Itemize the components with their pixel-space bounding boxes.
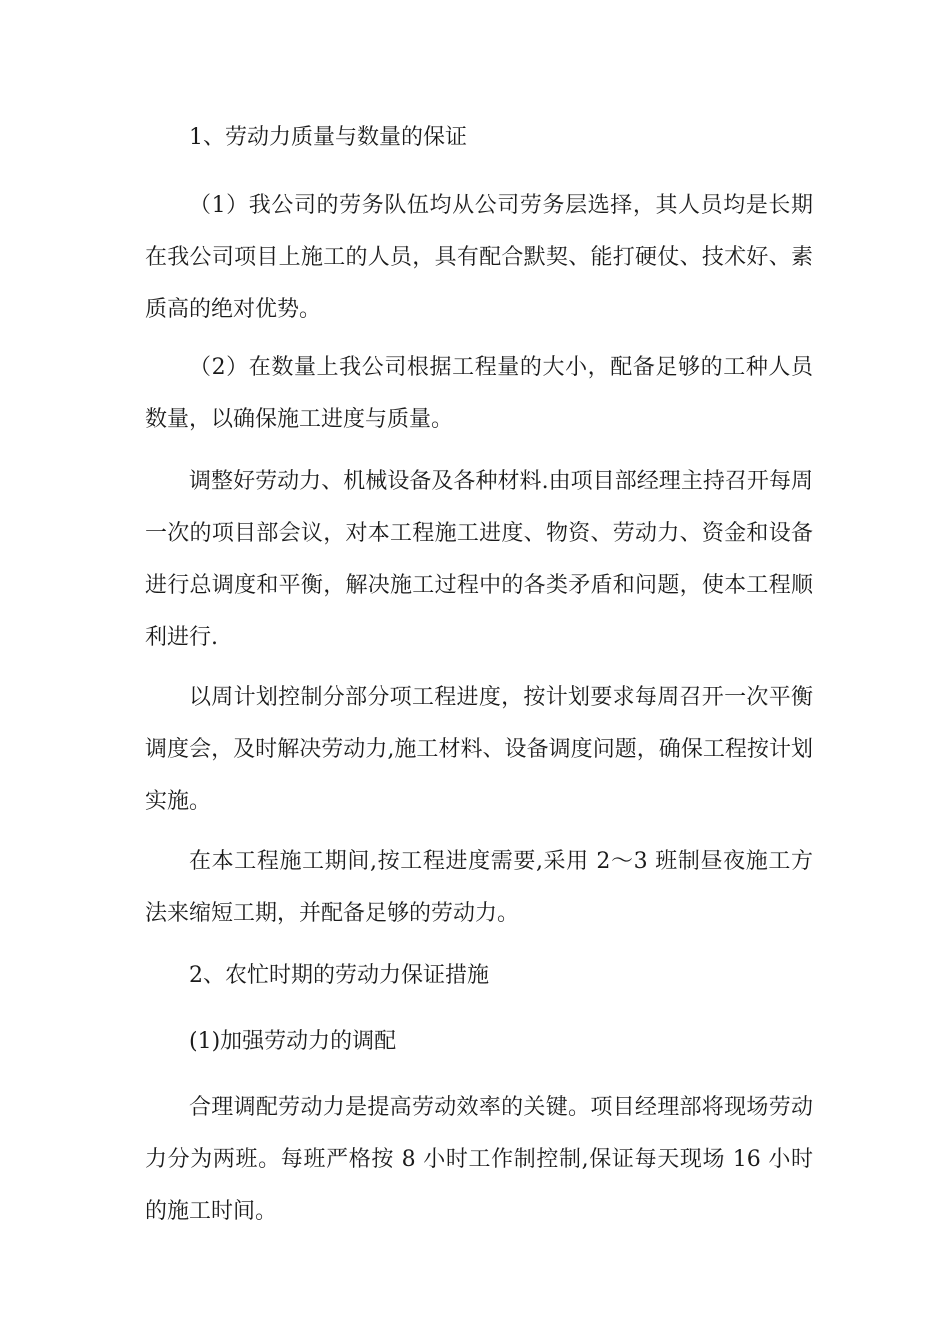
paragraph-shifts: 在本工程施工期间,按工程进度需要,采用 2～3 班制昼夜施工方法来缩短工期，并配备足够的劳动力。 bbox=[145, 849, 813, 926]
section-heading-1: 1、劳动力质量与数量的保证 bbox=[189, 125, 467, 150]
paragraph-weekly-plan: 以周计划控制分部分项工程进度，按计划要求每周召开一次平衡调度会，及时解决劳动力,施工材料、设备调度问题，确保工程按计划实施。 bbox=[145, 685, 813, 814]
paragraph-adjust: 调整好劳动力、机械设备及各种材料.由项目部经理主持召开每周一次的项目部会议，对本工程施工进度、物资、劳动力、资金和设备进行总调度和平衡，解决施工过程中的各类矛盾和问题，使本工程顺利进行. bbox=[145, 469, 813, 650]
paragraph-quantity-2: （2）在数量上我公司根据工程量的大小，配备足够的工种人员数量，以确保施工进度与质量。 bbox=[145, 355, 813, 432]
paragraph-quality-1: （1）我公司的劳务队伍均从公司劳务层选择，其人员均是长期在我公司项目上施工的人员，具有配合默契、能打硬仗、技术好、素质高的绝对优势。 bbox=[145, 193, 813, 322]
subheading-allocation: (1)加强劳动力的调配 bbox=[189, 1029, 397, 1054]
section-heading-2: 2、农忙时期的劳动力保证措施 bbox=[189, 963, 489, 988]
paragraph-allocation: 合理调配劳动力是提高劳动效率的关键。项目经理部将现场劳动力分为两班。每班严格按 8 小时工作制控制,保证每天现场 16 小时的施工时间。 bbox=[145, 1095, 813, 1224]
